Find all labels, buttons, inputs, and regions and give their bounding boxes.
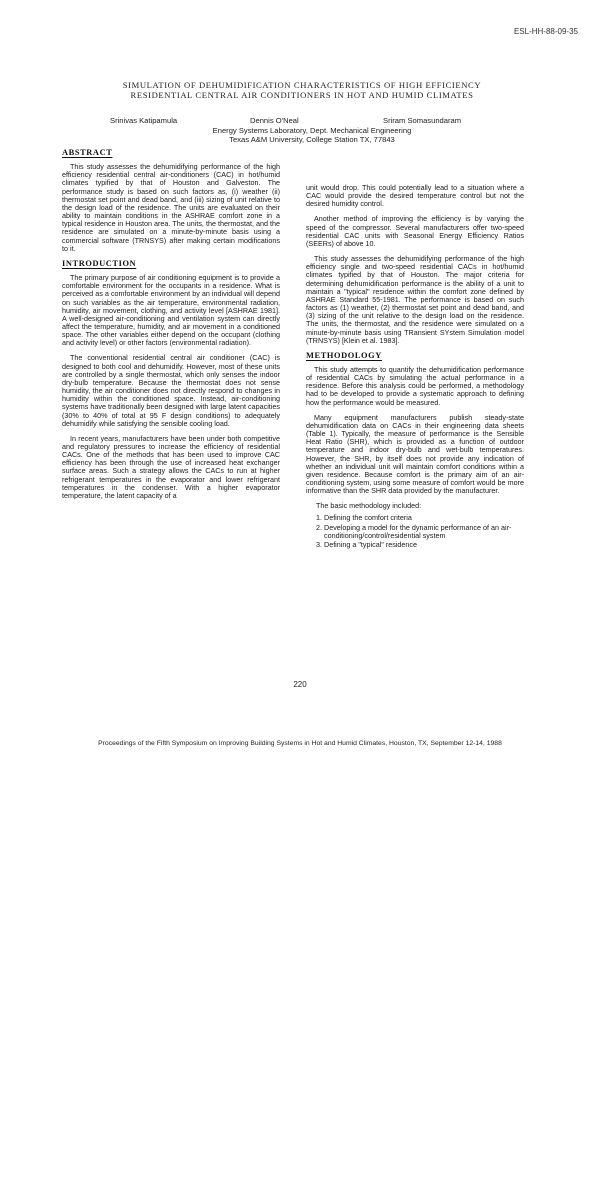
methodology-lead: The basic methodology included: [316, 501, 422, 511]
methodology-heading: METHODOLOGY [306, 350, 382, 360]
methodology-paragraph-2: Many equipment manufacturers publish steady-state dehumidification data on CACs in their engineering data sheets (Table 1). Typically, the measure of performance is the Sensible Heat Ratio (SHR), which is provided as a function of outdoor temperature and indoor dry-bulb and wet-bulb temperatures. However, the SHR, by itself does not provide any indication of whether an individual unit will maintain comfort conditions within a given residence. Because comfort is the primary aim of an air-conditioning system, using some measure of comfort would be more informative than the SHR data provided by the manufacturer. [306, 412, 524, 496]
proceedings-footer: Proceedings of the Fifth Symposium on Improving Building Systems in Hot and Humid Climates, Houston, TX, September 12-14, 1988 [98, 740, 502, 747]
introduction-paragraph-4: unit would drop. This could potentially lead to a situation where a CAC would provide the desired temperature control but not the desired humidity control. [306, 183, 524, 209]
author-1: Srinivas Katipamula [110, 116, 178, 125]
author-names [60, 116, 544, 126]
author-block [60, 116, 544, 144]
author-3: Sriram Somasundaram [383, 116, 462, 125]
author-2: Dennis O'Neal [250, 116, 299, 125]
paper-title [60, 80, 544, 100]
methodology-paragraph-1: This study attempts to quantify the dehumidification performance of residential CACs by simulating the actual performance in a residence. Before this analysis could be performed, a methodology had to be developed to provide a systematic approach to defining how the performance would be measured. [306, 364, 524, 407]
methodology-list-item: 1. Defining the comfort criteria [324, 514, 524, 522]
document-id: ESL-HH-88-09-35 [513, 27, 578, 36]
introduction-heading: INTRODUCTION [62, 258, 137, 268]
introduction-paragraph-1: The primary purpose of air conditioning equipment is to provide a comfortable environment for the occupants in a residence. What is perceived as a comfortable environment by an individual will depend on such variables as the air temperature, environmental radiation, humidity, air movement, clothing, and activity level [ASHRAE 1981]. A well-designed air-conditioning and ventilation system can directly affect the temperature, humidity, and air movement in a conditioned space. The other variables either depend on the occupant (clothing and activity level) or other factors (environmental radiation). [62, 273, 280, 348]
introduction-paragraph-6: This study assesses the dehumidifying performance of the high efficiency single and two-speed residential CACs in hot/humid climates typified by that of Houston. The major criteria for determining dehumidification performance is the ability of a unit to maintain a "typical" residence within the comfort zone defined by ASHRAE Standard 55-1981. The performance is based on such factors as (1) weather, (2) thermostat set point and dead band, and (3) sizing of the unit relative to the design load on the residence. The units, the thermostat, and the residence were simulated on a minute-by-minute basis using TRansient SYstem Simulation model (TRNSYS) [Klein et al. 1983]. [306, 254, 524, 345]
abstract-heading: ABSTRACT [62, 148, 113, 157]
title-line-1: SIMULATION OF DEHUMIDIFICATION CHARACTERISTICS OF HIGH EFFICIENCY [122, 80, 482, 90]
affiliation-line-2: Texas A&M University, College Station TX, 77843 [229, 135, 395, 144]
affiliation-line-1: Energy Systems Laboratory, Dept. Mechanical Engineering [212, 126, 412, 135]
right-column [306, 184, 524, 550]
page-number: 220 [293, 680, 307, 689]
introduction-paragraph-3: In recent years, manufacturers have been under both competitive and regulatory pressures to increase the efficiency of residential CACs. One of the methods that has been used to improve CAC efficiency has been through the use of increased heat exchanger surface areas. Such a strategy allows the CACs to run at higher refrigerant temperatures in the evaporator and lower refrigerant temperatures in the condenser. With a higher evaporator temperature, the latent capacity of a [62, 433, 280, 500]
methodology-list-item: 2. Developing a model for the dynamic performance of an air-conditioning/control/residential system [324, 524, 524, 540]
methodology-list [306, 514, 524, 549]
methodology-list-item: 3. Defining a "typical" residence [324, 541, 524, 549]
left-column [62, 146, 280, 507]
introduction-paragraph-2: The conventional residential central air conditioner (CAC) is designed to both cool and dehumidify. However, most of these units are controlled by a single thermostat, which only senses the indoor dry-bulb temperature. Because the thermostat does not sense humidity, the air conditioner does not directly respond to changes in humidity within the conditioned space. Instead, air-conditioning systems have traditionally been designed with large latent capacities (30% to 40% of total at 95 F design conditions) to adequately dehumidify while satisfying the sensible cooling load. [62, 353, 280, 428]
abstract-text: This study assesses the dehumidifying performance of the high efficiency residential central air-conditioners (CAC) in hot/humid climates typified by that of Houston and Galveston. The performance study is based on such factors as, (i) weather (ii) thermostat set point and dead band, and (iii) sizing of unit relative to the design load of the residence. The units are evaluated on their ability to maintain conditions in the ASHRAE comfort zone in a typical residence in Houston area. The units, the thermostat, and the residence are simulated on a minute-by-minute basis using a commercial software (TRNSYS) after making certain modifications to it. [62, 162, 280, 253]
introduction-paragraph-5: Another method of improving the efficiency is by varying the speed of the compressor. Several manufacturers offer two-speed residential CAC units with Seasonal Energy Efficiency Ratios (SEERs) of above 10. [306, 214, 524, 248]
title-line-2: RESIDENTIAL CENTRAL AIR CONDITIONERS IN HOT AND HUMID CLIMATES [130, 90, 474, 100]
